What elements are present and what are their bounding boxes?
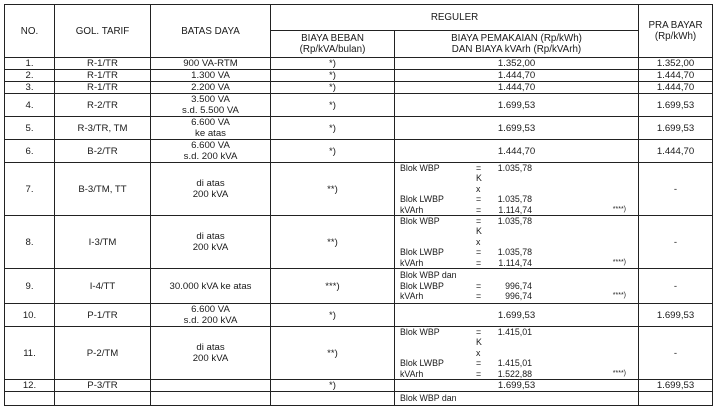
blok-label: kVArh bbox=[400, 204, 424, 215]
row-gol-tarif: P-3/TR bbox=[55, 380, 151, 392]
header-biaya-pemakaian bbox=[395, 31, 639, 58]
table-row bbox=[5, 117, 713, 140]
tariff-table bbox=[4, 4, 713, 406]
row-no: 10. bbox=[5, 304, 55, 327]
row-pra-bayar: - bbox=[639, 216, 713, 269]
row-biaya-beban: *) bbox=[271, 117, 395, 140]
blok-rates bbox=[398, 163, 635, 215]
row-biaya-pemakaian: 1.699,53 bbox=[395, 380, 639, 392]
blok-label: Blok WBP bbox=[400, 163, 440, 173]
row-pra-bayar: - bbox=[639, 327, 713, 380]
blok-rates bbox=[398, 393, 635, 403]
row-no: 11. bbox=[5, 327, 55, 380]
blok-spacer bbox=[532, 258, 592, 268]
blok-label: Blok WBP bbox=[400, 327, 440, 338]
header-biaya-pemakaian-unit: DAN BIAYA kVArh (Rp/kVArh) bbox=[451, 44, 582, 55]
row-pra-bayar: 1.699,53 bbox=[639, 304, 713, 327]
table-row bbox=[5, 392, 713, 406]
table-row bbox=[5, 82, 713, 94]
row-biaya-pemakaian bbox=[395, 163, 639, 216]
blok-operator: = bbox=[476, 291, 482, 302]
blok-spacer bbox=[532, 247, 592, 257]
blok-note: ****) bbox=[612, 258, 626, 266]
blok-value: 1.522,88 bbox=[497, 368, 532, 379]
row-no: 4. bbox=[5, 94, 55, 117]
row-pra-bayar: - bbox=[639, 163, 713, 216]
row-batas-daya bbox=[151, 304, 271, 327]
blok-spacer bbox=[532, 194, 592, 204]
blok-spacer bbox=[532, 358, 592, 368]
blok-spacer bbox=[532, 281, 592, 291]
batas-daya-line: di atas bbox=[196, 231, 225, 243]
row-biaya-pemakaian: 1.352,00 bbox=[395, 58, 639, 70]
batas-daya-line: di atas bbox=[196, 342, 225, 354]
blok-label: Blok LWBP bbox=[400, 358, 444, 369]
blok-label: Blok LWBP bbox=[400, 280, 444, 291]
blok-operator: = bbox=[476, 280, 482, 291]
row-biaya-beban bbox=[271, 392, 395, 406]
batas-daya-line: 2.200 VA bbox=[191, 82, 230, 93]
blok-note bbox=[592, 247, 626, 257]
blok-note: ****) bbox=[612, 292, 626, 300]
row-batas-daya bbox=[151, 392, 271, 406]
blok-spacer bbox=[532, 369, 592, 379]
blok-note bbox=[592, 327, 626, 358]
row-batas-daya bbox=[151, 117, 271, 140]
blok-value: 1.415,01 bbox=[497, 327, 532, 338]
batas-daya-line: 200 kVA bbox=[192, 242, 229, 254]
row-batas-daya bbox=[151, 82, 271, 94]
batas-daya-line: 200 kVA bbox=[192, 189, 229, 201]
blok-heading: Blok WBP dan bbox=[400, 270, 457, 281]
header-pra-bayar-unit: (Rp/kWh) bbox=[654, 31, 697, 42]
row-batas-daya bbox=[151, 70, 271, 82]
header-batas-daya: BATAS DAYA bbox=[151, 5, 271, 58]
table-row bbox=[5, 269, 713, 304]
blok-note bbox=[592, 281, 626, 291]
header-pra-bayar bbox=[639, 5, 713, 58]
row-biaya-pemakaian: 1.444,70 bbox=[395, 70, 639, 82]
row-biaya-beban: *) bbox=[271, 58, 395, 70]
row-batas-daya bbox=[151, 58, 271, 70]
row-biaya-beban: *) bbox=[271, 94, 395, 117]
row-batas-daya bbox=[151, 163, 271, 216]
row-biaya-beban: *) bbox=[271, 380, 395, 392]
blok-operator: = bbox=[476, 194, 482, 205]
row-no: 6. bbox=[5, 140, 55, 163]
row-no: 1. bbox=[5, 58, 55, 70]
blok-note bbox=[592, 163, 626, 194]
batas-daya-line: 900 VA-RTM bbox=[183, 58, 238, 69]
table-body bbox=[5, 58, 713, 406]
blok-value: 996,74 bbox=[505, 291, 532, 302]
table-row bbox=[5, 304, 713, 327]
blok-spacer bbox=[532, 327, 592, 358]
batas-daya-line: 30.000 kVA ke atas bbox=[169, 280, 252, 292]
blok-label: kVArh bbox=[400, 257, 424, 268]
row-biaya-pemakaian bbox=[395, 327, 639, 380]
batas-daya-line: s.d. 5.500 VA bbox=[182, 105, 239, 116]
row-biaya-pemakaian: 1.699,53 bbox=[395, 117, 639, 140]
blok-value: 1.035,78 bbox=[497, 194, 532, 205]
row-pra-bayar: 1.699,53 bbox=[639, 380, 713, 392]
row-biaya-beban: *) bbox=[271, 140, 395, 163]
batas-daya-line: s.d. 200 kVA bbox=[183, 151, 238, 162]
row-biaya-beban: **) bbox=[271, 216, 395, 269]
blok-value: 1.035,78 bbox=[497, 247, 532, 258]
table-row bbox=[5, 380, 713, 392]
blok-spacer bbox=[532, 216, 592, 247]
row-batas-daya bbox=[151, 140, 271, 163]
blok-operator: = bbox=[476, 204, 482, 215]
row-pra-bayar: 1.352,00 bbox=[639, 58, 713, 70]
row-batas-daya bbox=[151, 94, 271, 117]
row-biaya-pemakaian: 1.699,53 bbox=[395, 304, 639, 327]
header-reguler: REGULER bbox=[271, 5, 639, 31]
header-pra-bayar-label: PRA BAYAR bbox=[648, 20, 703, 31]
blok-value: 1.035,78 bbox=[497, 163, 532, 173]
row-pra-bayar: - bbox=[639, 269, 713, 304]
table-row bbox=[5, 94, 713, 117]
batas-daya-line: di atas bbox=[196, 178, 225, 190]
blok-rates bbox=[398, 216, 635, 268]
blok-value: 1.415,01 bbox=[497, 358, 532, 369]
blok-operator: = bbox=[476, 358, 482, 369]
row-gol-tarif: I-3/TM bbox=[55, 216, 151, 269]
row-no: 7. bbox=[5, 163, 55, 216]
row-pra-bayar: 1.444,70 bbox=[639, 140, 713, 163]
blok-note: ****) bbox=[612, 369, 626, 377]
row-pra-bayar: 1.444,70 bbox=[639, 70, 713, 82]
row-biaya-beban: *) bbox=[271, 82, 395, 94]
row-biaya-pemakaian: 1.699,53 bbox=[395, 94, 639, 117]
blok-rates bbox=[398, 270, 635, 301]
blok-note bbox=[592, 358, 626, 368]
blok-spacer bbox=[532, 163, 592, 194]
blok-spacer bbox=[532, 205, 592, 215]
row-biaya-pemakaian: 1.444,70 bbox=[395, 82, 639, 94]
blok-label: kVArh bbox=[400, 291, 424, 302]
row-batas-daya bbox=[151, 216, 271, 269]
row-biaya-beban: **) bbox=[271, 327, 395, 380]
row-batas-daya bbox=[151, 380, 271, 392]
table-row bbox=[5, 70, 713, 82]
row-no: 8. bbox=[5, 216, 55, 269]
row-no: 12. bbox=[5, 380, 55, 392]
blok-operator: = bbox=[476, 247, 482, 258]
blok-value: 1.114,74 bbox=[498, 257, 532, 268]
blok-operator: = bbox=[476, 257, 482, 268]
row-gol-tarif: R-3/TR, TM bbox=[55, 117, 151, 140]
table-row bbox=[5, 163, 713, 216]
table-row bbox=[5, 58, 713, 70]
row-batas-daya bbox=[151, 327, 271, 380]
table-row bbox=[5, 327, 713, 380]
batas-daya-line: 200 kVA bbox=[192, 353, 229, 365]
row-pra-bayar: 1.699,53 bbox=[639, 117, 713, 140]
blok-label: Blok LWBP bbox=[400, 194, 444, 205]
blok-label: Blok LWBP bbox=[400, 247, 444, 258]
row-no: 9. bbox=[5, 269, 55, 304]
blok-note: ****) bbox=[612, 205, 626, 213]
row-no bbox=[5, 392, 55, 406]
header-biaya-beban-unit: (Rp/kVA/bulan) bbox=[299, 44, 366, 55]
blok-rates bbox=[398, 327, 635, 379]
row-biaya-beban: **) bbox=[271, 163, 395, 216]
blok-value: 1.114,74 bbox=[498, 204, 532, 215]
blok-operator: = K x bbox=[476, 163, 482, 194]
header-biaya-beban-label: BIAYA BEBAN bbox=[301, 33, 364, 44]
row-pra-bayar bbox=[639, 392, 713, 406]
row-gol-tarif: R-1/TR bbox=[55, 82, 151, 94]
table-row bbox=[5, 140, 713, 163]
row-biaya-pemakaian: 1.444,70 bbox=[395, 140, 639, 163]
row-no: 5. bbox=[5, 117, 55, 140]
batas-daya-line: 1.300 VA bbox=[191, 70, 230, 81]
row-biaya-pemakaian bbox=[395, 269, 639, 304]
batas-daya-line: 6.600 VA bbox=[191, 304, 230, 316]
batas-daya-line: 6.600 VA bbox=[191, 117, 230, 128]
row-biaya-beban: *) bbox=[271, 70, 395, 82]
blok-note bbox=[592, 194, 626, 204]
blok-operator: = K x bbox=[476, 327, 482, 358]
row-gol-tarif: I-4/TT bbox=[55, 269, 151, 304]
row-gol-tarif: R-1/TR bbox=[55, 70, 151, 82]
row-batas-daya bbox=[151, 269, 271, 304]
row-biaya-pemakaian bbox=[395, 216, 639, 269]
blok-label: kVArh bbox=[400, 368, 424, 379]
row-pra-bayar: 1.444,70 bbox=[639, 82, 713, 94]
row-gol-tarif: B-3/TM, TT bbox=[55, 163, 151, 216]
blok-operator: = bbox=[476, 368, 482, 379]
row-no: 2. bbox=[5, 70, 55, 82]
row-gol-tarif: R-2/TR bbox=[55, 94, 151, 117]
row-gol-tarif: P-2/TM bbox=[55, 327, 151, 380]
blok-heading: Blok WBP dan bbox=[400, 393, 457, 404]
header-biaya-pemakaian-label: BIAYA PEMAKAIAN (Rp/kWh) bbox=[451, 33, 582, 44]
header-gol-tarif: GOL. TARIF bbox=[55, 5, 151, 58]
row-gol-tarif bbox=[55, 392, 151, 406]
table-row bbox=[5, 216, 713, 269]
row-biaya-pemakaian bbox=[395, 392, 639, 406]
header-biaya-beban bbox=[271, 31, 395, 58]
row-gol-tarif: B-2/TR bbox=[55, 140, 151, 163]
row-biaya-beban: ***) bbox=[271, 269, 395, 304]
blok-value: 1.035,78 bbox=[497, 216, 532, 227]
blok-note bbox=[592, 216, 626, 247]
batas-daya-line: 3.500 VA bbox=[191, 94, 230, 105]
batas-daya-line: s.d. 200 kVA bbox=[183, 315, 238, 327]
header-no: NO. bbox=[5, 5, 55, 58]
batas-daya-line: 6.600 VA bbox=[191, 140, 230, 151]
row-gol-tarif: P-1/TR bbox=[55, 304, 151, 327]
blok-label: Blok WBP bbox=[400, 216, 440, 227]
row-no: 3. bbox=[5, 82, 55, 94]
blok-value: 996,74 bbox=[505, 280, 532, 291]
blok-operator: = K x bbox=[476, 216, 482, 247]
row-biaya-beban: *) bbox=[271, 304, 395, 327]
blok-spacer bbox=[532, 291, 592, 301]
row-gol-tarif: R-1/TR bbox=[55, 58, 151, 70]
batas-daya-line: ke atas bbox=[195, 128, 226, 139]
row-pra-bayar: 1.699,53 bbox=[639, 94, 713, 117]
